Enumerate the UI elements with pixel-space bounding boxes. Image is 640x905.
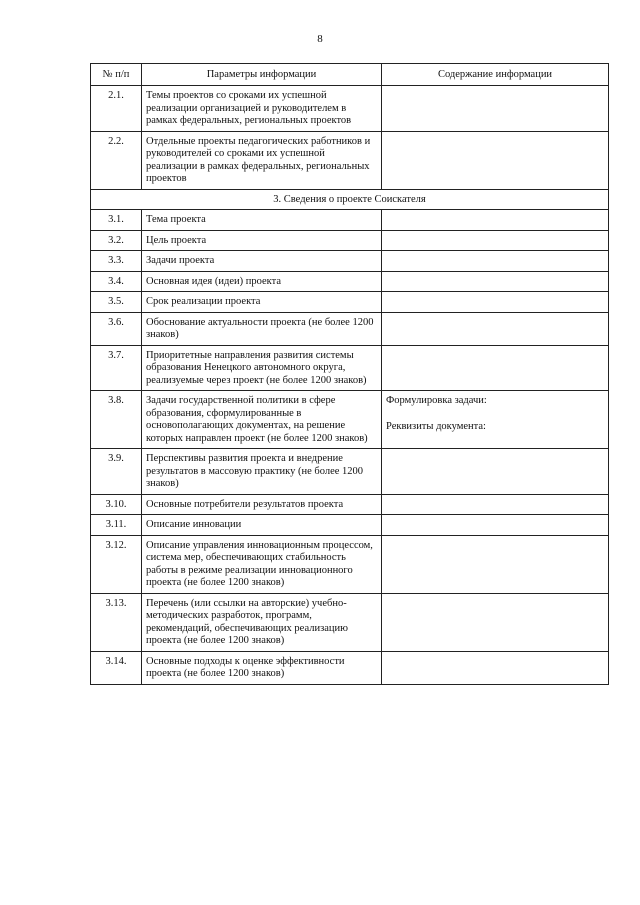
table-row — [91, 494, 609, 515]
table-row — [91, 651, 609, 684]
header-num: № п/п — [91, 64, 142, 86]
row-content-cell[interactable] — [382, 593, 609, 651]
row-content-cell[interactable] — [382, 131, 609, 189]
row-content-cell[interactable] — [382, 515, 609, 536]
row-num: 3.12. — [91, 535, 142, 593]
row-num: 3.13. — [91, 593, 142, 651]
table-row — [91, 391, 609, 449]
row-param: Отдельные проекты педагогических работников и руководителей со сроками их успешной реализации в рамках федеральных, региональных проектов — [142, 131, 382, 189]
row-param: Основные подходы к оценке эффективности проекта (не более 1200 знаков) — [142, 651, 382, 684]
row-num: 2.2. — [91, 131, 142, 189]
row-param: Основные потребители результатов проекта — [142, 494, 382, 515]
table-row — [91, 271, 609, 292]
header-params: Параметры информации — [142, 64, 382, 86]
row-num: 3.11. — [91, 515, 142, 536]
document-details-label: Реквизиты документа: — [386, 420, 486, 432]
row-param: Задачи государственной политики в сфере образования, сформулированные в основополагающих документах, на решение которых направлен проект (не более 1200 знаков) — [142, 391, 382, 449]
row-content-cell[interactable] — [382, 251, 609, 272]
row-param: Приоритетные направления развития системы образования Ненецкого автономного округа, реализуемые через проект (не более 1200 знаков) — [142, 345, 382, 391]
row-param: Описание инновации — [142, 515, 382, 536]
table-row — [91, 535, 609, 593]
table-row — [91, 593, 609, 651]
row-num: 3.3. — [91, 251, 142, 272]
row-param: Цель проекта — [142, 230, 382, 251]
task-wording-label: Формулировка задачи: — [386, 395, 487, 406]
row-param: Описание управления инновационным процессом, система мер, обеспечивающих стабильность работы в режиме реализации инновационного проекта (не более 1200 знаков) — [142, 535, 382, 593]
page-number: 8 — [317, 33, 323, 45]
row-param: Тема проекта — [142, 210, 382, 231]
row-content-cell[interactable] — [382, 535, 609, 593]
row-num: 3.7. — [91, 345, 142, 391]
row-num: 2.1. — [91, 86, 142, 132]
row-num: 3.6. — [91, 312, 142, 345]
table-row — [91, 210, 609, 231]
row-num: 3.4. — [91, 271, 142, 292]
row-content-cell[interactable] — [382, 312, 609, 345]
table-row — [91, 131, 609, 189]
header-content: Содержание информации — [382, 64, 609, 86]
row-num: 3.10. — [91, 494, 142, 515]
row-num: 3.5. — [91, 292, 142, 313]
row-content-cell[interactable] — [382, 271, 609, 292]
table-row — [91, 449, 609, 495]
row-content-cell[interactable] — [382, 345, 609, 391]
table-row — [91, 345, 609, 391]
row-content-cell[interactable] — [382, 494, 609, 515]
row-param: Темы проектов со сроками их успешной реализации организацией и руководителем в рамках федеральных, региональных проектов — [142, 86, 382, 132]
row-content-cell[interactable] — [382, 651, 609, 684]
table-row — [91, 292, 609, 313]
table-row — [91, 251, 609, 272]
row-param: Обоснование актуальности проекта (не более 1200 знаков) — [142, 312, 382, 345]
row-num: 3.9. — [91, 449, 142, 495]
section-row — [91, 189, 609, 210]
row-param: Срок реализации проекта — [142, 292, 382, 313]
row-content-cell[interactable] — [382, 230, 609, 251]
row-param: Перспективы развития проекта и внедрение результатов в массовую практику (не более 1200 знаков) — [142, 449, 382, 495]
row-content-cell[interactable] — [382, 391, 609, 449]
row-param: Основная идея (идеи) проекта — [142, 271, 382, 292]
table-row — [91, 515, 609, 536]
table-row — [91, 312, 609, 345]
row-num: 3.14. — [91, 651, 142, 684]
row-num: 3.2. — [91, 230, 142, 251]
table-row — [91, 86, 609, 132]
row-num: 3.8. — [91, 391, 142, 449]
row-content-cell[interactable] — [382, 449, 609, 495]
row-content-cell[interactable] — [382, 292, 609, 313]
row-param: Задачи проекта — [142, 251, 382, 272]
section-title: 3. Сведения о проекте Соискателя — [91, 189, 609, 210]
row-content-cell[interactable] — [382, 210, 609, 231]
table-row — [91, 230, 609, 251]
table-header-row — [91, 64, 609, 86]
row-param: Перечень (или ссылки на авторские) учебно-методических разработок, программ, рекомендаций, обеспечивающих реализацию проекта (не более 1200 знаков) — [142, 593, 382, 651]
row-num: 3.1. — [91, 210, 142, 231]
info-table — [90, 63, 609, 685]
row-content-cell[interactable] — [382, 86, 609, 132]
